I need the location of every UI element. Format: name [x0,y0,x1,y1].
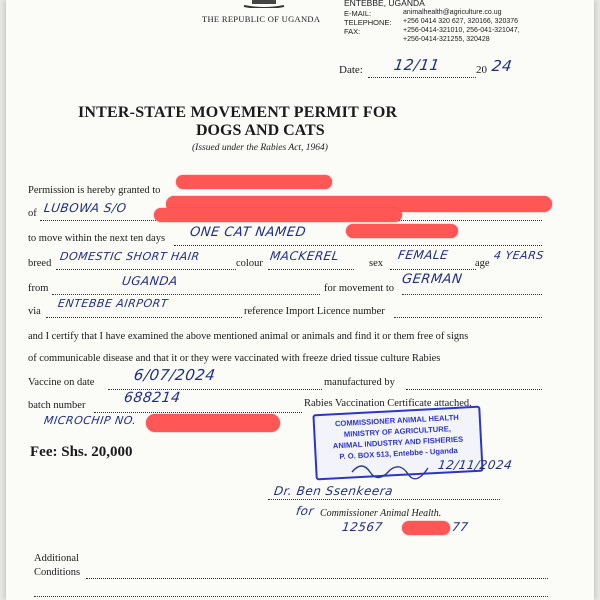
republic-label: THE REPUBLIC OF UGANDA [202,14,321,24]
additional-label: Additional [34,553,79,564]
signature-number-end: 77 [451,520,470,534]
import-licence-label: reference Import Licence number [244,306,385,317]
microchip-label: MICROCHIP NO. [43,414,138,427]
move-value: ONE CAT NAMED [188,225,308,240]
colour-label: colour [236,258,263,269]
for-movement-value: GERMAN [400,272,464,287]
stamp-line-1: COMMISSIONER ANIMAL HEALTH [334,412,459,429]
of-value: LUBOWA S/O [43,201,128,215]
move-label: to move within the next ten days [28,233,166,244]
permit-title-line1: INTER-STATE MOVEMENT PERMIT FOR [78,104,398,121]
batch-number-value: 688214 [122,390,182,406]
age-label: age [475,258,490,269]
stamp-date: 12/11/2024 [437,458,514,472]
conditions-label: Conditions [34,567,81,578]
date-label: Date: [339,64,363,76]
redaction-number [402,521,450,535]
manufactured-by-label: manufactured by [324,377,395,388]
redaction-address-2 [154,208,402,222]
stamp-line-4: P. O. BOX 513, Entebbe - Uganda [339,445,458,462]
signature-for-prefix: for [295,504,315,518]
breed-label: breed [28,258,52,269]
signature-number-start: 12567 [341,520,384,534]
breed-value: DOMESTIC SHORT HAIR [59,250,201,263]
certify-line-2: of communicable disease and that it or they were vaccinated with freeze dried tissue culture Rabies [28,353,441,364]
signature-scribble [350,458,430,482]
rabies-certificate-note: Rabies Vaccination Certificate attached. [304,398,472,409]
batch-number-label: batch number [28,400,86,411]
email-label: E-MAIL: [344,9,372,18]
sex-value: FEMALE [397,248,450,262]
permit-subtitle: (Issued under the Rabies Act, 1964) [192,143,328,153]
via-value: ENTEBBE AIRPORT [57,297,169,310]
fee-amount: Fee: Shs. 20,000 [30,444,133,460]
stamp-line-3: ANIMAL INDUSTRY AND FISHERIES [332,434,464,451]
stamp-line-2: MINISTRY OF AGRICULTURE, [343,424,452,439]
signatory-name: Dr. Ben Ssenkeera [273,484,395,498]
permission-label: Permission is hereby granted to [28,185,161,196]
fax-value-2: +256-0414-321255, 320428 [403,36,490,43]
address-line: ENTEBBE, UGANDA [344,0,425,8]
redaction-name [176,175,332,189]
telephone-label: TELEPHONE: [344,18,392,27]
fax-value-1: +256-0414-321010, 256-041-321047, [403,27,520,34]
email-value: animalhealth@agriculture.co.ug [403,9,502,16]
sex-label: sex [369,258,383,269]
date-day-month: 12/11 [392,56,441,74]
permit-title-line2: DOGS AND CATS [196,122,325,139]
for-movement-label: for movement to [324,283,394,294]
of-label: of [28,208,37,219]
fax-label: FAX: [344,27,361,36]
signature-role: Commissioner Animal Health. [320,508,442,519]
coat-of-arms-icon [242,0,286,8]
certify-line-1: and I certify that I have examined the above mentioned animal or animals and find it or them free of signs [28,331,469,342]
date-year-prefix: 20 [476,64,487,76]
telephone-value: +256 0414 320 627, 320166, 320376 [403,18,519,25]
from-label: from [28,283,49,294]
vaccine-date-label: Vaccine on date [28,377,95,388]
redaction-pet-name [346,224,458,238]
age-value: 4 YEARS [493,249,545,262]
colour-value: MACKEREL [269,249,340,263]
via-label: via [28,306,41,317]
date-year-suffix: 24 [490,57,514,75]
permit-document [6,0,594,600]
from-value: UGANDA [121,274,179,288]
vaccine-date-value: 6/07/2024 [132,366,217,384]
redaction-microchip [146,414,280,432]
